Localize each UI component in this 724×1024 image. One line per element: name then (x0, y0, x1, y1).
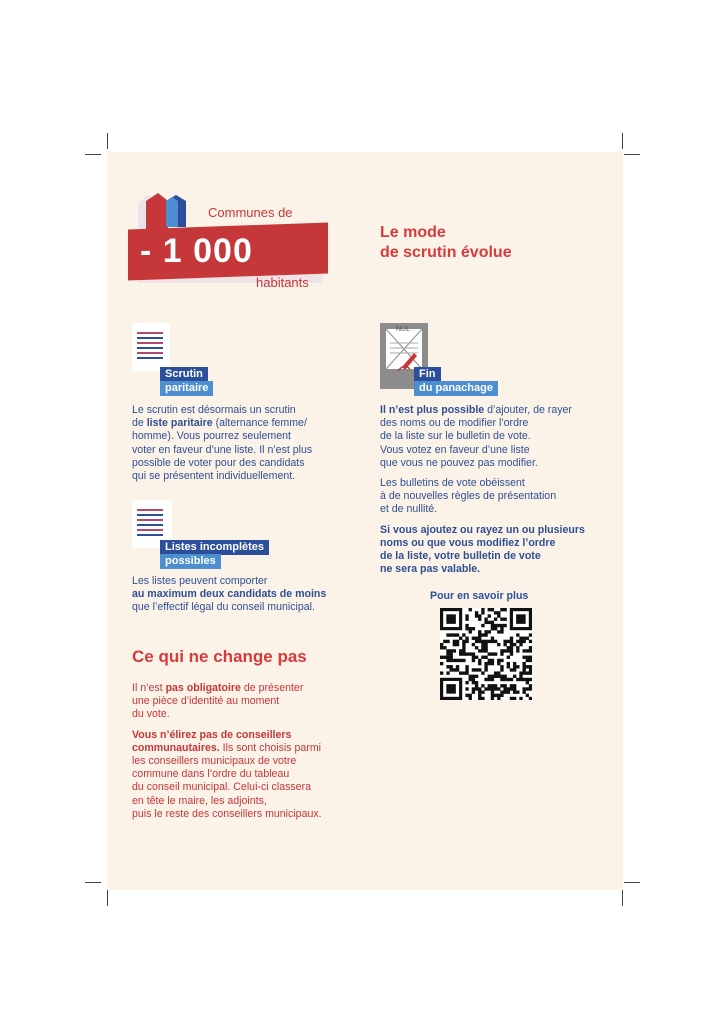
qr-code (440, 608, 532, 700)
crop-mark (622, 133, 623, 149)
scrutin-text-lines (132, 404, 362, 483)
unchanged-paragraph-2 (132, 729, 372, 821)
crop-mark (107, 133, 108, 149)
scrutin-text-line: Le scrutin est désormais un scrutin (132, 404, 296, 416)
listes-label-line1: Listes incomplètes (160, 540, 269, 555)
panachage-text-line: de la liste, votre bulletin de vote (380, 550, 541, 563)
unchanged-text-line: Il n’est pas obligatoire de présenter (132, 682, 304, 694)
scrutin-text-line: de liste paritaire (alternance femme/ (132, 417, 307, 430)
ballot-list-icon (132, 323, 170, 371)
scrutin-text (132, 404, 362, 483)
unchanged-text (132, 682, 372, 821)
unchanged-text-line: communautaires. Ils sont choisis parmi (132, 741, 321, 754)
page-title-line2: de scrutin évolue (380, 244, 512, 261)
panachage-text-line: Les bulletins de vote obéissent (380, 477, 525, 490)
panachage-text-line: des noms ou de modifier l’ordre (380, 417, 529, 430)
panachage-text-line: Vous votez en faveur d’une liste (380, 443, 530, 456)
panachage-text-line: noms ou que vous modifiez l’ordre (380, 536, 556, 549)
panachage-paragraph-2 (380, 477, 612, 517)
panachage-label-line2: du panachage (414, 381, 498, 396)
scrutin-label-line2: paritaire (160, 381, 213, 396)
panachage-text-line: Si vous ajoutez ou rayez un ou plusieurs (380, 523, 585, 536)
unchanged-title: Ce qui ne change pas (132, 647, 307, 666)
panachage-paragraph-3 (380, 524, 612, 577)
listes-text-lines (132, 575, 362, 615)
crop-mark (85, 882, 101, 883)
panachage-text (380, 404, 612, 576)
unchanged-text-line: en tête le maire, les adjoints, (132, 794, 267, 807)
listes-text-line: Les listes peuvent comporter (132, 575, 268, 587)
listes-text (132, 575, 362, 615)
panachage-text-line: de la liste sur le bulletin de vote. (380, 430, 531, 443)
unchanged-text-line: puis le reste des conseillers municipaux. (132, 807, 322, 820)
scrutin-text-line: possible de voter pour des candidats (132, 456, 305, 469)
crop-mark (85, 154, 101, 155)
unchanged-text-line: Vous n’élirez pas de conseillers (132, 728, 292, 741)
panachage-text-line: que vous ne pouvez pas modifier. (380, 456, 538, 469)
panachage-label-line1: Fin (414, 367, 441, 382)
scrutin-text-line: voter en faveur d’une liste. Il n’est plus (132, 443, 313, 456)
scrutin-text-line: homme). Vous pourrez seulement (132, 430, 291, 443)
nul-label: NUL (396, 326, 411, 333)
unchanged-text-line: du conseil municipal. Celui-ci classera (132, 781, 311, 794)
crop-mark (622, 890, 623, 906)
communes-label: Communes de (208, 205, 293, 220)
savoir-plus-label: Pour en savoir plus (430, 590, 529, 602)
crop-mark (624, 154, 640, 155)
panachage-text-line: et de nullité. (380, 503, 438, 516)
panachage-text-line: Il n’est plus possible d’ajouter, de rayer (380, 404, 572, 416)
panachage-text-line: ne sera pas valable. (380, 563, 481, 576)
panachage-paragraph-1 (380, 404, 612, 470)
habitants-label: habitants (256, 275, 309, 290)
unchanged-text-line: une pièce d’identité au moment (132, 695, 280, 708)
unchanged-text-line: du vote. (132, 708, 170, 721)
scrutin-text-line: qui se présentent individuellement. (132, 470, 296, 483)
population-number: - 1 000 (140, 232, 253, 270)
panachage-text-line: à de nouvelles règles de présentation (380, 490, 557, 503)
crop-mark (624, 882, 640, 883)
unchanged-text-line: commune dans l’ordre du tableau (132, 768, 290, 781)
scrutin-label-line1: Scrutin (160, 367, 208, 382)
crop-mark (107, 890, 108, 906)
unchanged-text-line: les conseillers municipaux de votre (132, 755, 297, 768)
listes-label-line2: possibles (160, 554, 221, 569)
listes-text-line: au maximum deux candidats de moins (132, 588, 327, 601)
page-title-line1: Le mode (380, 224, 446, 241)
listes-text-line: que l’effectif légal du conseil municipal. (132, 601, 315, 614)
unchanged-paragraph-1 (132, 682, 372, 722)
